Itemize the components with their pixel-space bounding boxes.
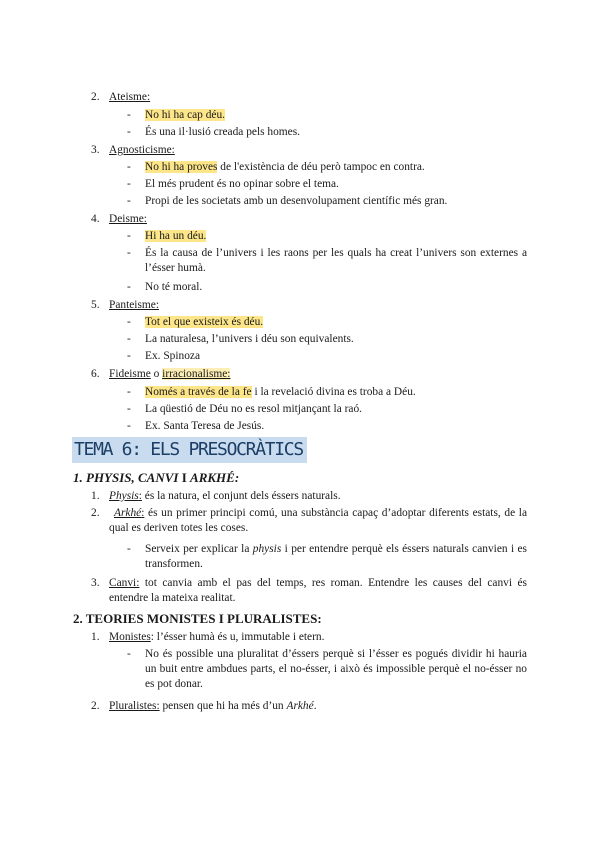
item-title-ateisme: Ateisme: [109,91,151,103]
bullet-text: No és possible una pluralitat d’éssers perquè si l’ésser es pogués dividir hi hauria un buit entre ambdues parts, el no-ésser, i això és impossible perquè el no-ésser no es pot donar. [145,648,527,690]
item-title-deisme: Deisme: [109,213,147,225]
definition-pluralistes: Pluralistes: pensen que hi ha més d’un Arkhé. [109,700,317,712]
bullet-dash: - [127,333,131,345]
bullet-dash: - [127,230,131,242]
bullet-text: És la causa de l’univers i les raons per les quals ha creat l’univers son externes a l’ésser humà. [145,247,527,274]
highlighted-text: No hi ha proves [145,161,218,173]
bullet-dash: - [127,126,131,138]
item-title-panteisme: Panteisme: [109,299,159,311]
bullet-dash: - [127,178,131,190]
bullet-dash: - [127,403,131,415]
section-heading-2: 2. TEORIES MONISTES I PLURALISTES: [73,611,322,626]
section-heading-1: 1. PHYSIS, CANVI I ARKHÉ: [73,470,240,485]
bullet-text: Ex. Santa Teresa de Jesús. [145,420,265,432]
bullet-text: El més prudent és no opinar sobre el tema. [145,178,339,190]
list-number: 2. [91,91,100,103]
list-number: 4. [91,213,100,225]
definition-monistes: Monistes: l’ésser humà és u, immutable i etern. [109,631,325,643]
bullet-dash: - [127,247,131,259]
list-number: 5. [91,299,100,311]
list-number: 1. [91,631,100,643]
bullet-dash: - [127,281,131,293]
bullet-text: És una il·lusió creada pels homes. [145,126,300,138]
bullet-text: La qüestió de Déu no es resol mitjançant la raó. [145,403,362,415]
list-number: 2. [91,700,100,712]
item-title-agnosticisme: Agnosticisme: [109,144,175,156]
bullet-dash: - [127,350,131,362]
bullet-text: Serveix per explicar la physis i per entendre perquè els éssers naturals canvien i es transformen. [145,543,527,570]
bullet-dash: - [127,161,131,173]
definition-physis: Physis: és la natura, el conjunt dels éssers naturals. [109,490,341,502]
list-number: 6. [91,368,100,380]
bullet-dash: - [127,195,131,207]
definition-canvi: Canvi: tot canvia amb el pas del temps, res roman. Entendre les causes del canvi és entendre la mateixa realitat. [109,577,527,604]
list-number: 2. [91,507,100,519]
bullet-dash: - [127,648,131,660]
list-number: 3. [91,144,100,156]
bullet-text: La naturalesa, l’univers i déu son equivalents. [145,333,354,345]
highlighted-text: Hi ha un déu. [145,230,207,242]
definition-arkhe: Arkhé: és un primer principi comú, una substància capaç d’adoptar diferents estats, de la qual es deriven totes les coses. [109,507,527,534]
bullet-dash: - [127,420,131,432]
list-number: 3. [91,577,100,589]
list-number: 1. [91,490,100,502]
bullet-dash: - [127,109,131,121]
bullet-dash: - [127,543,131,555]
bullet-text: Només a través de la fe i la revelació divina es troba a Déu. [145,386,416,398]
highlighted-text: Tot el que existeix és déu. [145,316,264,328]
bullet-text: Ex. Spinoza [145,350,201,362]
item-title-fideisme: Fideisme o irracionalisme: [109,368,231,380]
highlighted-text: Només a través de la fe [145,386,252,398]
highlighted-text: No hi ha cap déu. [145,109,226,121]
bullet-text: No hi ha proves de l'existència de déu però tampoc en contra. [145,161,425,173]
theme-banner: TEMA 6: ELS PRESOCRÀTICS [72,437,307,463]
bullet-dash: - [127,316,131,328]
bullet-text: Propi de les societats amb un desenvolupament científic més gran. [145,195,448,207]
bullet-dash: - [127,386,131,398]
bullet-text: No té moral. [145,281,203,293]
